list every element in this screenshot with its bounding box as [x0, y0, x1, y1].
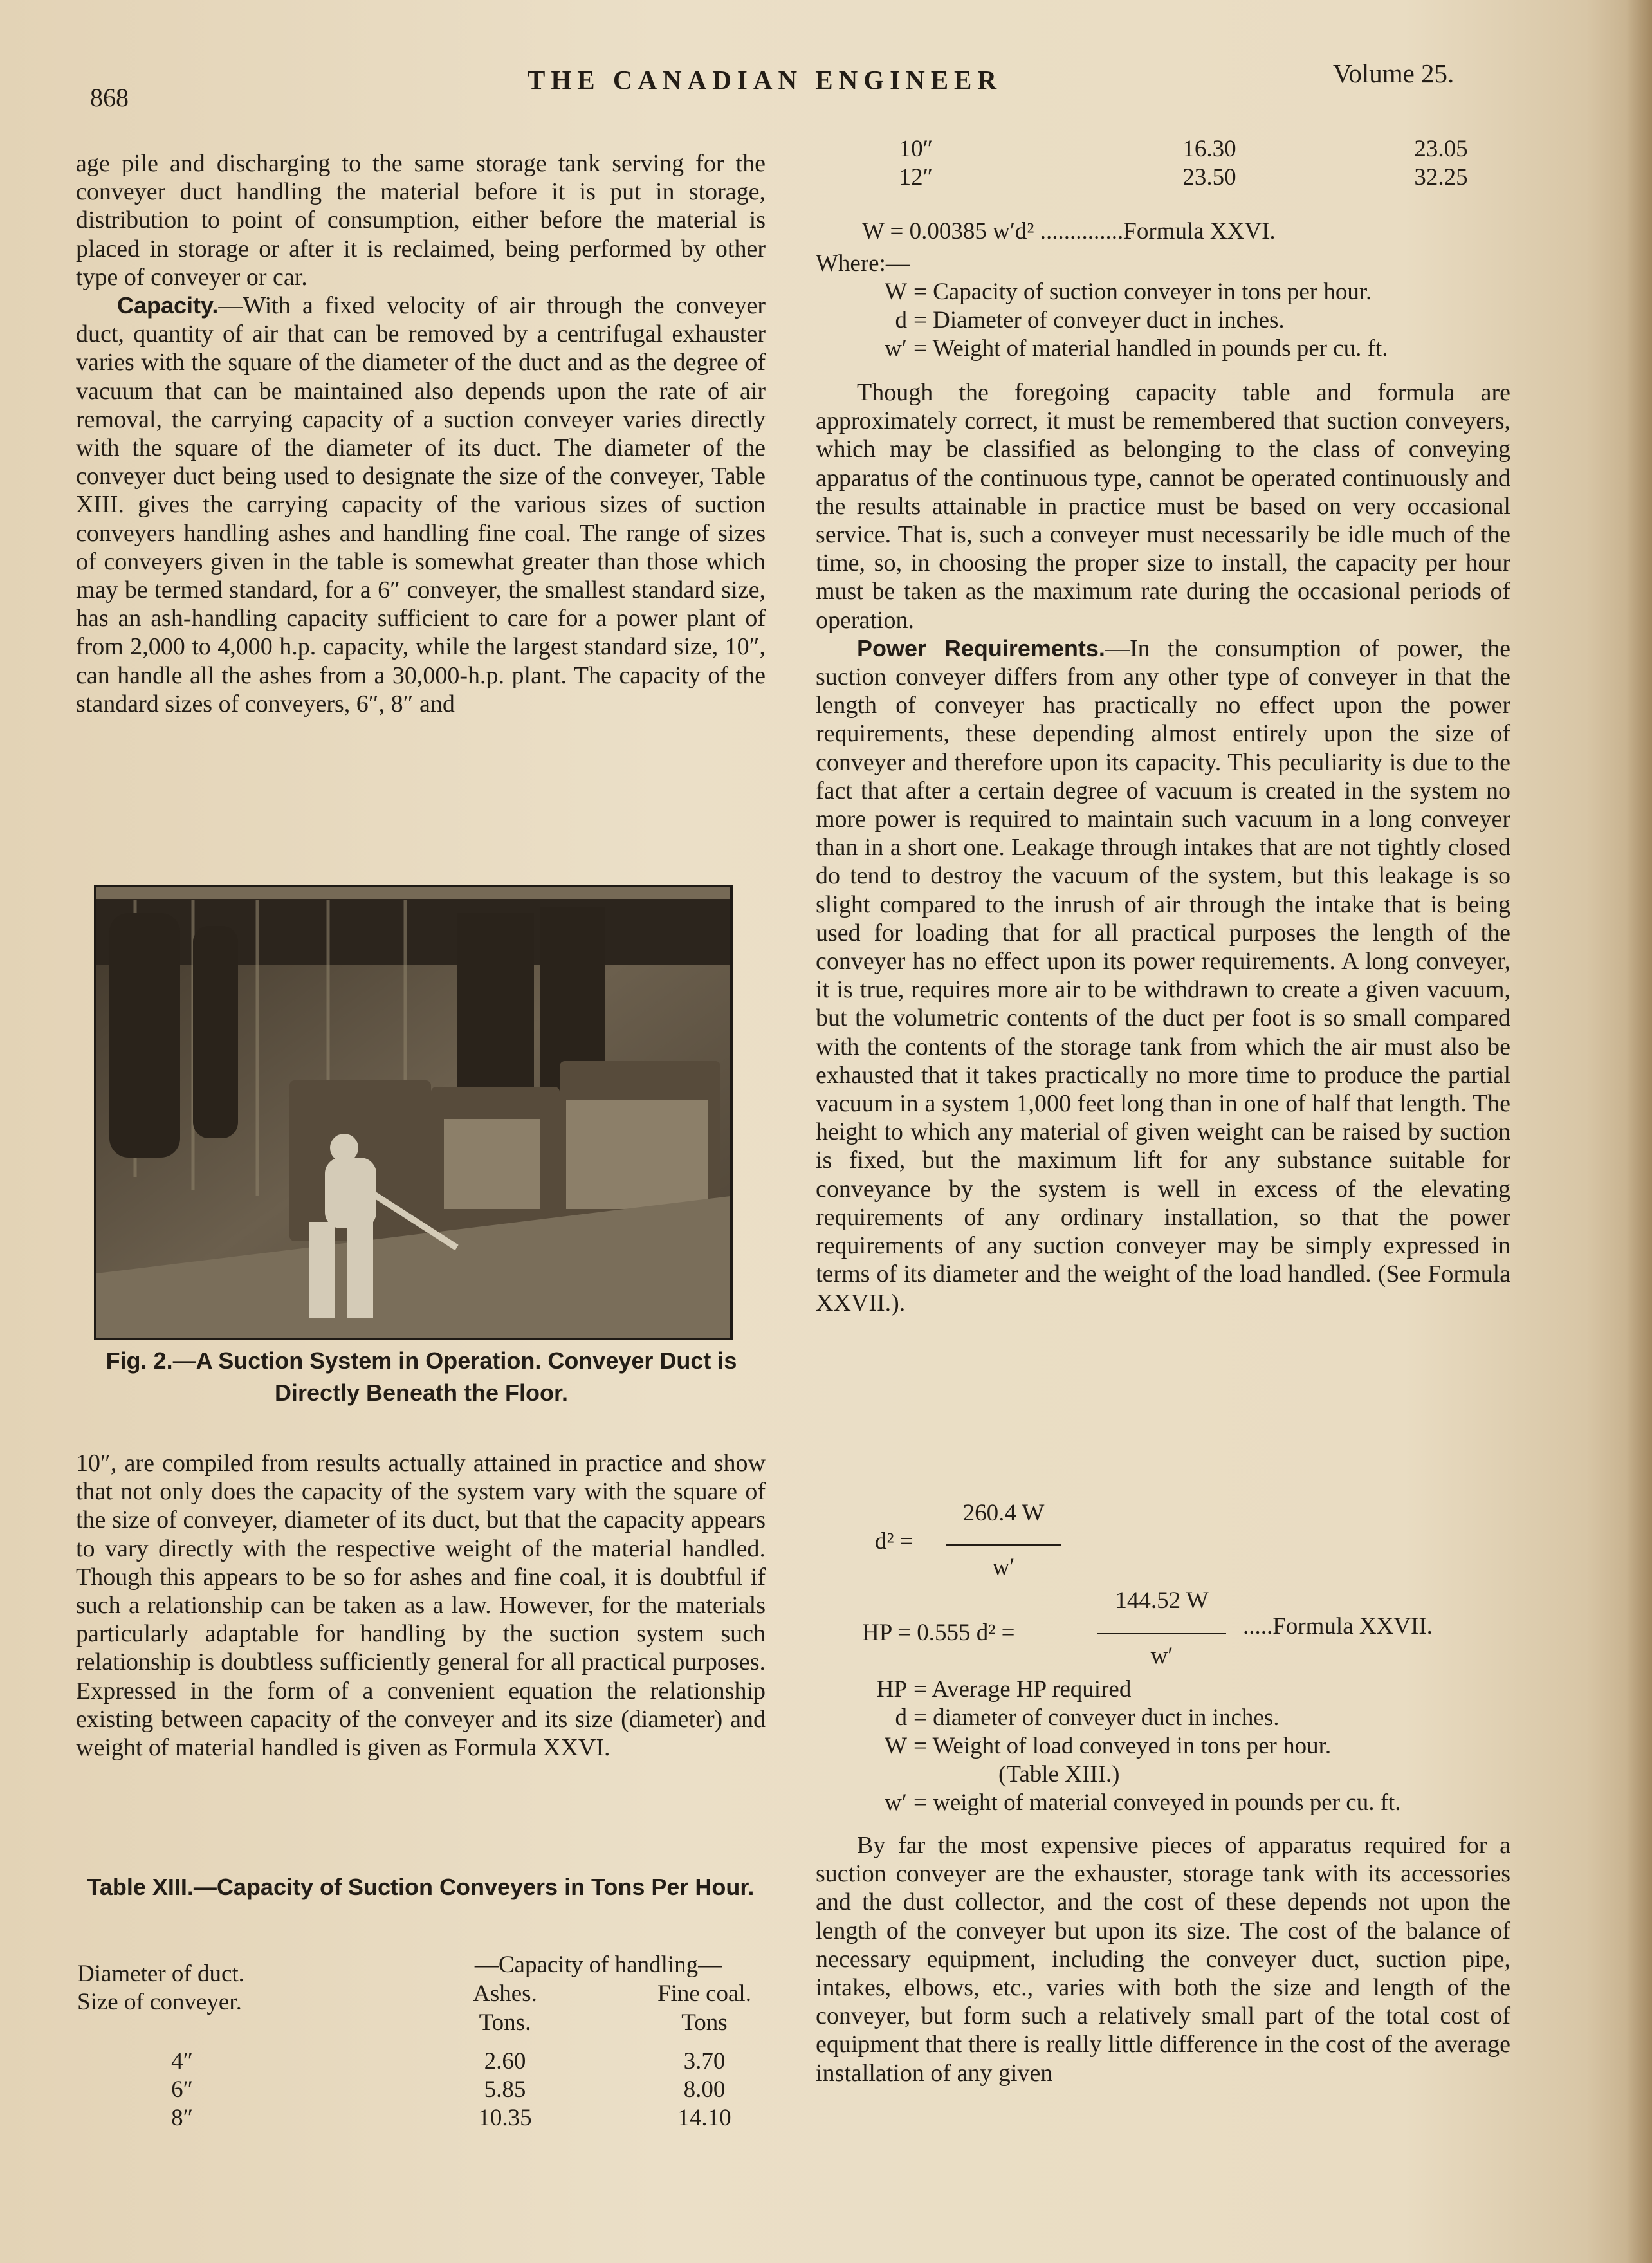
formula-26: W = 0.00385 w′d² ..............Formula XXVI.	[862, 218, 1276, 245]
table-cell-ashes: 23.50	[1182, 164, 1236, 190]
run-in-heading: Power Requirements.	[857, 634, 1105, 661]
table-cell-ashes: 10.35	[478, 2105, 532, 2131]
table-col3-unit: Tons	[681, 2009, 728, 2036]
eq1-fraction-bar	[946, 1544, 1061, 1546]
paragraph: Though the foregoing capacity table and formula are approximately correct, it must be remembered that suction conveyers, which may be classified as belonging to the class of conveying apparatus of the continuous type, cannot be operated continuously and the results attainable in practice must be based on very occasional service. That is, such a conveyer must necessarily be idle much of the time, so, in choosing the proper size to install, the capacity per hour must be taken as the maximum rate during the occasional periods of operation.	[816, 379, 1510, 634]
def-symbol: d	[895, 307, 907, 333]
table-cell-size: 6″	[171, 2076, 193, 2103]
left-column-top	[76, 149, 766, 718]
paragraph-text: —With a fixed velocity of air through the conveyer duct, quantity of air that can be removed by a centrifugal exhauster varies with the square of the diameter of the duct and as the degree of vacuum that can be maintained also depends upon the rate of air removal, the carrying capacity of a suction conveyer varies directly with the square of the diameter of its duct. The diameter of the conveyer duct being used to designate the size of the conveyer, Table XIII. gives the carrying capacity of the various sizes of suction conveyers handling ashes and handling fine coal. The range of sizes of conveyers given in the table is somewhat greater than those which may be termed standard, for a 6″ conveyer, the smallest standard size, has an ash-handling capacity sufficient to care for a power plant of from 2,000 to 4,000 h.p. capacity, while the largest standard size, 10″, can handle all the ashes from a 30,000-h.p. plant. The capacity of the standard sizes of conveyers, 6″, 8″ and	[76, 292, 766, 717]
table-cell-coal: 8.00	[683, 2076, 726, 2103]
paragraph: age pile and discharging to the same storage tank serving for the conveyer duct handling the material before it is put in storage, distribution to point of consumption, either before the material is placed in storage or after it is reclaimed, being performed by other type of conveyer or car.	[76, 150, 766, 291]
def-symbol: HP	[876, 1676, 907, 1703]
table-col1-head-2: Size of conveyer.	[77, 1989, 242, 2015]
eq1-denominator: w′	[992, 1554, 1015, 1580]
paragraph-capacity	[76, 291, 766, 718]
table-cell-ashes: 5.85	[484, 2076, 526, 2103]
right-column-bottom	[816, 1831, 1510, 2087]
table-col3-head: Fine coal.	[657, 1981, 751, 2007]
eq2-numerator: 144.52 W	[1115, 1587, 1209, 1614]
right-column-text	[816, 378, 1510, 1317]
table-col2-unit: Tons.	[479, 2009, 531, 2036]
table-cell-coal: 23.05	[1414, 136, 1468, 162]
def-text: = diameter of conveyer duct in inches.	[913, 1704, 1280, 1731]
def-text: = Weight of material handled in pounds per cu. ft.	[913, 335, 1388, 362]
def-symbol: d	[895, 1704, 907, 1731]
eq1-numerator: 260.4 W	[962, 1500, 1045, 1526]
left-column-bottom	[76, 1449, 766, 1762]
run-in-heading: Capacity.	[117, 292, 219, 319]
def-symbol: w′	[885, 1789, 907, 1816]
def-text: = weight of material conveyed in pounds per cu. ft.	[913, 1789, 1401, 1816]
table-col2-head: Ashes.	[473, 1981, 537, 2007]
eq2-fraction-bar	[1097, 1633, 1226, 1634]
paragraph: 10″, are compiled from results actually attained in practice and show that not only does the capacity of the system vary with the square of the size of conveyer, diameter of its duct, but that the capacity appears to vary directly with the respective weight of the material handled. Though this appears to be so for ashes and fine coal, it is doubtful if such a relationship can be taken as a law. However, for the materials particularly adaptable for handling by the suction system such relationship is doubtless sufficiently general for all practical purposes. Expressed in the form of a convenient equation the relationship existing between capacity of the conveyer and its size (diameter) and weight of material handled is given as Formula XXVI.	[76, 1450, 766, 1762]
table-col1-head-1: Diameter of duct.	[77, 1961, 244, 1987]
def-text: = Diameter of conveyer duct in inches.	[913, 307, 1285, 333]
def-text: = Average HP required	[913, 1676, 1132, 1703]
def-text: = Weight of load conveyed in tons per hour.	[913, 1733, 1332, 1759]
table-cell-size: 8″	[171, 2105, 193, 2131]
table-cell-ashes: 16.30	[1182, 136, 1236, 162]
journal-title: THE CANADIAN ENGINEER	[528, 65, 1003, 95]
page-number: 868	[90, 83, 129, 112]
figure-photo	[94, 885, 733, 1340]
table-cell-size: 12″	[899, 164, 933, 190]
def-text: = Capacity of suction conveyer in tons per hour.	[913, 279, 1372, 305]
paragraph-power	[816, 634, 1510, 1317]
table-cell-ashes: 2.60	[484, 2048, 526, 2074]
def-text: (Table XIII.)	[998, 1761, 1120, 1787]
paragraph-text: —In the consumption of power, the suction conveyer differs from any other type of conveyer in that the length of conveyer has practically no effect upon the power requirements, these depending almost entirely upon the size of conveyer and therefore upon its capacity. This peculiarity is due to the fact that after a certain degree of vacuum is created in the system no more power is required to maintain such vacuum in a long conveyer than in a short one. Leakage through intakes that are not tightly closed do tend to destroy the vacuum of the system, but this leakage is so slight compared to the inrush of air through the intake that is being used for loading that for all practical purposes the length of the conveyer has no effect upon its power requirements. A long conveyer, it is true, requires more air to be withdrawn to create a given vacuum, but the volumetric contents of the duct per foot is so small compared with the contents of the storage tank from which the air must also be exhausted that it takes practically no more time to produce the partial vacuum in a system 1,000 feet long than in one of half that length. The height to which any material of given weight can be raised by suction is fixed, but the maximum lift for any substance suitable for conveyance by the system is well in excess of the elevating requirements of any ordinary installation, so that the power requirements of any suction conveyer may be simply expressed in terms of its diameter and the weight of the load handled. (See Formula XXVII.).	[816, 634, 1510, 1316]
eq2-denominator: w′	[1150, 1643, 1173, 1669]
eq2-lhs: HP = 0.555 d² =	[862, 1620, 1015, 1646]
figure-caption: Fig. 2.—A Suction System in Operation. Conveyer Duct is Directly Beneath the Floor.	[106, 1347, 737, 1406]
def-symbol: w′	[885, 335, 907, 362]
page-edge-shadow	[1626, 0, 1652, 2263]
table-cell-coal: 32.25	[1414, 164, 1468, 190]
volume-label: Volume 25.	[1333, 59, 1455, 88]
table-cell-coal: 3.70	[683, 2048, 726, 2074]
def-symbol: W	[885, 279, 907, 305]
formula-27-label: .....Formula XXVII.	[1243, 1613, 1433, 1640]
table-cell-size: 10″	[899, 136, 933, 162]
table-caption: Table XIII.—Capacity of Suction Conveyers in Tons Per Hour.	[87, 1874, 755, 1900]
eq1-lhs: d² =	[875, 1528, 913, 1555]
table-cell-size: 4″	[171, 2048, 193, 2074]
where-label: Where:—	[816, 250, 910, 277]
table-group-header: —Capacity of handling—	[474, 1952, 722, 1978]
paragraph: By far the most expensive pieces of apparatus required for a suction conveyer are the exhauster, storage tank with its accessories and the dust collector, and the cost of these depends not upon the length of the conveyer but upon its size. The cost of the balance of necessary equipment, including the conveyer duct, suction pipe, intakes, elbows, etc., varies with both the size and length of the conveyer, but form such a relatively small part of the total cost of equipment that there is really little difference in the cost of the average installation of any given	[816, 1832, 1510, 2087]
table-cell-coal: 14.10	[677, 2105, 731, 2131]
def-symbol: W	[885, 1733, 907, 1759]
